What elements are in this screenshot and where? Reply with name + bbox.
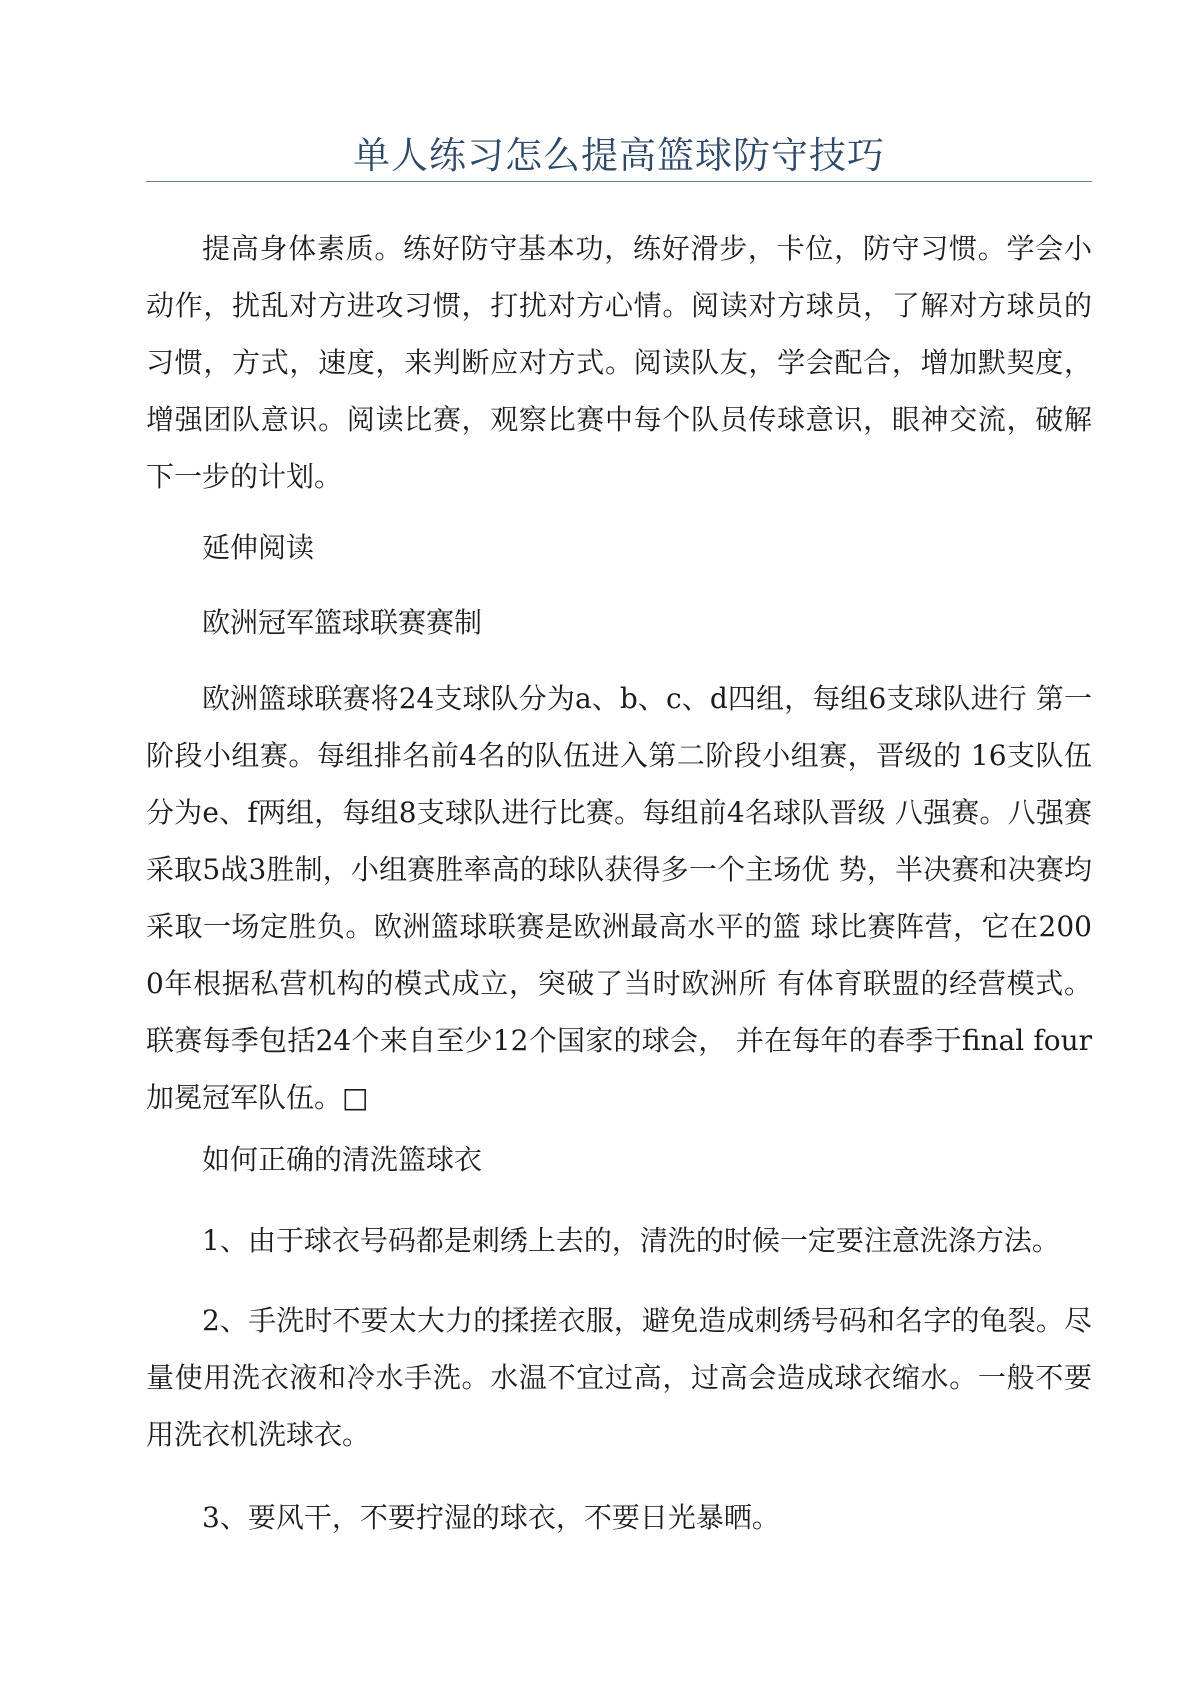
- title-divider: [146, 181, 1092, 182]
- heading-euroleague-format: 欧洲冠军篮球联赛赛制: [202, 606, 483, 639]
- heading-extended-reading: 延伸阅读: [202, 531, 315, 564]
- paragraph-defense-tips: 提高身体素质。练好防守基本功，练好滑步，卡位，防守习惯。学会小动作，扰乱对方进攻习惯，打扰对方心情。阅读对方球员，了解对方球员的习惯，方式，速度，来判断应对方式。阅读队友，学会配合，增加默契度，增强团队意识。阅读比赛，观察比赛中每个队员传球意识，眼神交流，破解下一步的计划。: [146, 232, 1092, 493]
- list-item-wash-1: 1、由于球衣号码都是刺绣上去的，清洗的时候一定要注意洗涤方法。: [202, 1224, 1060, 1257]
- list-item-wash-3: 3、要风干，不要拧湿的球衣，不要日光暴晒。: [202, 1501, 780, 1534]
- heading-wash-jersey: 如何正确的清洗篮球衣: [202, 1143, 483, 1176]
- paragraph-euroleague-format: 欧洲篮球联赛将24支球队分为a、b、c、d四组，每组6支球队进行 第一阶段小组赛。每组排名前4名的队伍进入第二阶段小组赛，晋级的 16支队伍分为e、f两组，每组8支球队进行比赛。每组前4名球队晋级 八强赛。八强赛采取5战3胜制，小组赛胜率高的球队获得多一个主场优 势，半决赛和决赛均采取一场定胜负。欧洲篮球联赛是欧洲最高水平的篮 球比赛阵营，它在2000年根据私营机构的模式成立，突破了当时欧洲所 有体育联盟的经营模式。联赛每季包括24个来自至少12个国家的球会， 并在每年的春季于final four加冕冠军队伍。□: [146, 682, 1092, 1114]
- list-item-wash-2: 2、手洗时不要太大力的揉搓衣服，避免造成刺绣号码和名字的龟裂。尽量使用洗衣液和冷水手洗。水温不宜过高，过高会造成球衣缩水。一般不要用洗衣机洗球衣。: [146, 1304, 1092, 1451]
- document-title: 单人练习怎么提高篮球防守技巧: [353, 134, 885, 177]
